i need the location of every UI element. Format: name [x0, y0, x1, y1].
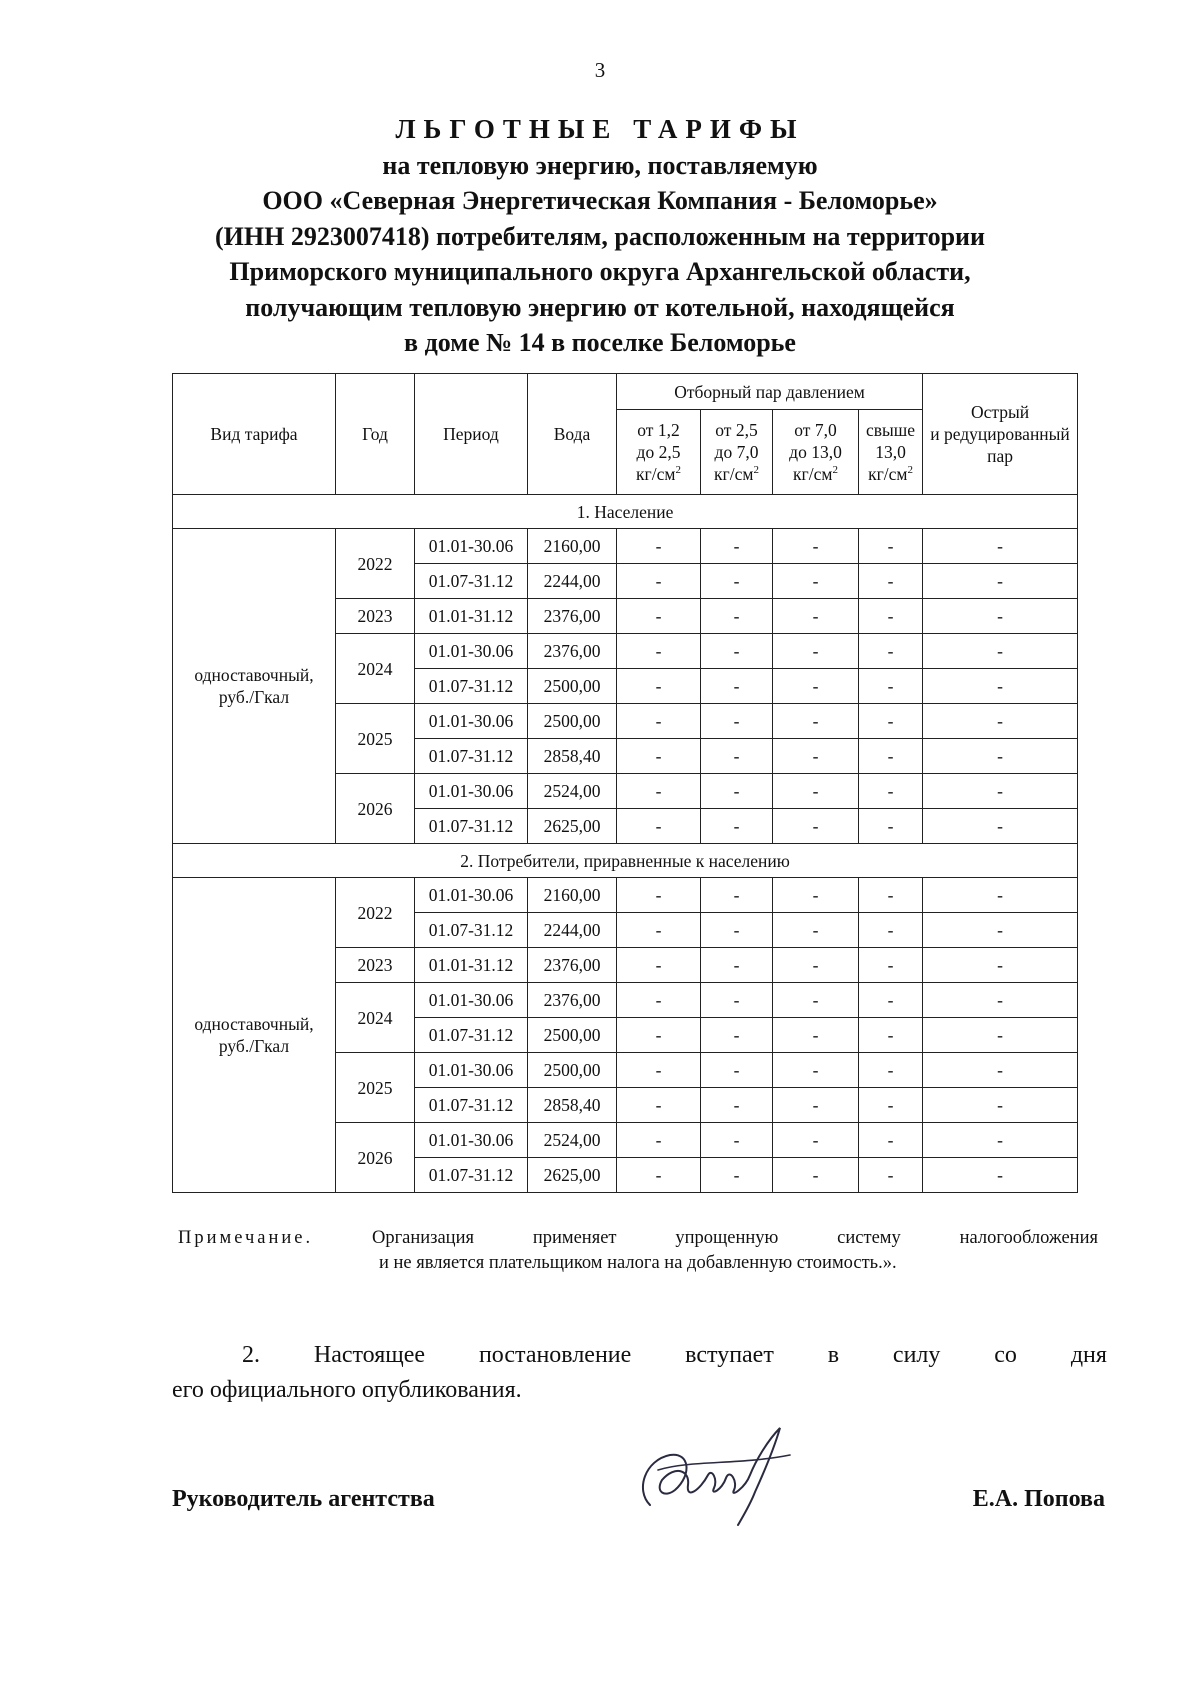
empty-value-cell: - [773, 739, 859, 774]
empty-value-cell: - [923, 809, 1078, 844]
header-steam-exponent: 2 [832, 464, 838, 477]
title-line: (ИНН 2923007418) потребителям, расположенным на территории [214, 221, 985, 251]
period-cell: 01.07-31.12 [415, 1088, 528, 1123]
period-cell: 01.01-30.06 [415, 529, 528, 564]
empty-value-cell: - [701, 739, 773, 774]
empty-value-cell: - [617, 1123, 701, 1158]
decree-line-2: его официального опубликования. [172, 1377, 522, 1403]
header-period: Период [415, 374, 528, 495]
empty-value-cell: - [923, 1158, 1078, 1193]
empty-value-cell: - [617, 1088, 701, 1123]
header-steam-4 [859, 410, 923, 495]
title-line: получающим тепловую энергию от котельной, находящейся [245, 292, 955, 322]
note-word: систему [837, 1228, 901, 1248]
table-body [173, 495, 1078, 1193]
tariff-type-line: руб./Гкал [218, 1036, 290, 1056]
empty-value-cell: - [773, 774, 859, 809]
tariff-type-cell [173, 878, 336, 1193]
empty-value-cell: - [773, 704, 859, 739]
table-row [173, 529, 1078, 564]
empty-value-cell: - [923, 878, 1078, 913]
empty-value-cell: - [701, 913, 773, 948]
tariff-type-line: одноставочный, [194, 665, 314, 685]
section-row [173, 844, 1078, 878]
note-word: налогообложения [959, 1228, 1098, 1248]
header-steam-line: до 13,0 [789, 442, 842, 462]
header-steam-line: от 2,5 [715, 420, 758, 440]
empty-value-cell: - [859, 634, 923, 669]
empty-value-cell: - [617, 948, 701, 983]
table-row [173, 878, 1078, 913]
empty-value-cell: - [859, 983, 923, 1018]
header-tariff-type: Вид тарифа [173, 374, 336, 495]
empty-value-cell: - [701, 704, 773, 739]
section-row [173, 495, 1078, 529]
water-cell: 2160,00 [528, 529, 617, 564]
title-line: на тепловую энергию, поставляемую [382, 150, 818, 180]
empty-value-cell: - [773, 1123, 859, 1158]
empty-value-cell: - [859, 739, 923, 774]
period-cell: 01.07-31.12 [415, 809, 528, 844]
water-cell: 2160,00 [528, 878, 617, 913]
decree-word: со [994, 1342, 1017, 1368]
title-line: в доме № 14 в поселке Беломорье [404, 328, 796, 357]
period-cell: 01.01-30.06 [415, 774, 528, 809]
title-line: Приморского муниципального округа Архангельской области, [229, 257, 971, 286]
empty-value-cell: - [701, 1018, 773, 1053]
water-cell: 2858,40 [528, 1088, 617, 1123]
empty-value-cell: - [617, 669, 701, 704]
empty-value-cell: - [923, 739, 1078, 774]
header-steam-line: от 7,0 [794, 420, 837, 440]
empty-value-cell: - [923, 529, 1078, 564]
note-word: применяет [532, 1228, 617, 1248]
empty-value-cell: - [773, 599, 859, 634]
empty-value-cell: - [859, 774, 923, 809]
empty-value-cell: - [859, 878, 923, 913]
section-title: 1. Население [173, 495, 1078, 529]
header-steam-unit: кг/см [636, 464, 676, 484]
header-steam-exponent: 2 [675, 464, 681, 477]
empty-value-cell: - [701, 774, 773, 809]
empty-value-cell: - [923, 599, 1078, 634]
signatory-title: Руководитель агентства [172, 1486, 435, 1512]
empty-value-cell: - [923, 1123, 1078, 1158]
decree-paragraph [172, 1338, 1107, 1408]
empty-value-cell: - [773, 634, 859, 669]
signatory-name: Е.А. Попова [972, 1486, 1105, 1512]
empty-value-cell: - [923, 1088, 1078, 1123]
empty-value-cell: - [617, 983, 701, 1018]
empty-value-cell: - [859, 809, 923, 844]
year-cell: 2025 [336, 704, 415, 774]
empty-value-cell: - [923, 704, 1078, 739]
empty-value-cell: - [923, 1053, 1078, 1088]
empty-value-cell: - [617, 599, 701, 634]
note-label: Примечание. [178, 1228, 314, 1248]
header-steam-group: Отборный пар давлением [617, 374, 923, 410]
handwritten-signature [630, 1420, 800, 1530]
empty-value-cell: - [701, 1053, 773, 1088]
empty-value-cell: - [859, 1018, 923, 1053]
water-cell: 2376,00 [528, 599, 617, 634]
empty-value-cell: - [859, 1088, 923, 1123]
decree-word: силу [892, 1342, 941, 1368]
decree-word: 2. [242, 1342, 260, 1368]
water-cell: 2376,00 [528, 634, 617, 669]
empty-value-cell: - [773, 983, 859, 1018]
decree-word: Настоящее [313, 1342, 426, 1368]
year-cell: 2023 [336, 599, 415, 634]
decree-word: дня [1070, 1342, 1107, 1368]
year-cell: 2024 [336, 983, 415, 1053]
empty-value-cell: - [617, 1053, 701, 1088]
header-steam-unit: кг/см [714, 464, 754, 484]
empty-value-cell: - [923, 634, 1078, 669]
note-line-2: и не является плательщиком налога на добавленную стоимость.». [379, 1253, 897, 1273]
empty-value-cell: - [859, 913, 923, 948]
empty-value-cell: - [617, 1018, 701, 1053]
page-number: 3 [594, 58, 606, 82]
water-cell: 2625,00 [528, 1158, 617, 1193]
header-water: Вода [528, 374, 617, 495]
decree-word: вступает [685, 1342, 774, 1368]
header-year: Год [336, 374, 415, 495]
empty-value-cell: - [859, 599, 923, 634]
header-steam-line: до 2,5 [636, 442, 681, 462]
empty-value-cell: - [617, 913, 701, 948]
period-cell: 01.07-31.12 [415, 1018, 528, 1053]
empty-value-cell: - [701, 878, 773, 913]
tariff-type-line: одноставочный, [194, 1014, 314, 1034]
year-cell: 2025 [336, 1053, 415, 1123]
empty-value-cell: - [773, 529, 859, 564]
decree-word: в [827, 1342, 840, 1368]
empty-value-cell: - [859, 1123, 923, 1158]
header-steam-exponent: 2 [907, 464, 913, 477]
year-cell: 2026 [336, 774, 415, 844]
period-cell: 01.07-31.12 [415, 913, 528, 948]
note-word: Организация [371, 1228, 474, 1248]
empty-value-cell: - [859, 1158, 923, 1193]
empty-value-cell: - [923, 983, 1078, 1018]
header-steam-line: до 7,0 [714, 442, 759, 462]
water-cell: 2244,00 [528, 564, 617, 599]
empty-value-cell: - [773, 809, 859, 844]
year-cell: 2023 [336, 948, 415, 983]
empty-value-cell: - [617, 704, 701, 739]
empty-value-cell: - [859, 704, 923, 739]
decree-word: постановление [478, 1342, 632, 1368]
empty-value-cell: - [617, 529, 701, 564]
empty-value-cell: - [773, 669, 859, 704]
header-steam-line: 13,0 [875, 442, 906, 462]
header-steam-exponent: 2 [753, 464, 759, 477]
empty-value-cell: - [701, 564, 773, 599]
empty-value-cell: - [617, 634, 701, 669]
year-cell: 2024 [336, 634, 415, 704]
water-cell: 2524,00 [528, 1123, 617, 1158]
empty-value-cell: - [923, 564, 1078, 599]
empty-value-cell: - [701, 1088, 773, 1123]
empty-value-cell: - [923, 1018, 1078, 1053]
period-cell: 01.01-30.06 [415, 878, 528, 913]
header-sharp-line: Острый [970, 402, 1030, 422]
empty-value-cell: - [617, 1158, 701, 1193]
empty-value-cell: - [773, 948, 859, 983]
note [178, 1226, 1098, 1276]
water-cell: 2625,00 [528, 809, 617, 844]
tariff-type-cell [173, 529, 336, 844]
empty-value-cell: - [773, 1018, 859, 1053]
empty-value-cell: - [617, 739, 701, 774]
empty-value-cell: - [859, 669, 923, 704]
empty-value-cell: - [701, 948, 773, 983]
period-cell: 01.01-31.12 [415, 948, 528, 983]
tariff-type-line: руб./Гкал [218, 687, 290, 707]
header-steam-line: свыше [866, 420, 916, 440]
title-main: ЛЬГОТНЫЕ ТАРИФЫ [395, 114, 805, 144]
empty-value-cell: - [617, 878, 701, 913]
year-cell: 2026 [336, 1123, 415, 1193]
header-steam-1 [617, 410, 701, 495]
decree-line-1 [172, 1338, 1107, 1373]
empty-value-cell: - [701, 599, 773, 634]
period-cell: 01.07-31.12 [415, 564, 528, 599]
header-sharp-line: и редуцированный [930, 424, 1070, 444]
header-sharp-line: пар [987, 446, 1013, 466]
note-line-1 [178, 1226, 1098, 1251]
year-cell: 2022 [336, 529, 415, 599]
water-cell: 2376,00 [528, 948, 617, 983]
water-cell: 2858,40 [528, 739, 617, 774]
water-cell: 2244,00 [528, 913, 617, 948]
period-cell: 01.01-30.06 [415, 983, 528, 1018]
empty-value-cell: - [859, 948, 923, 983]
water-cell: 2500,00 [528, 1018, 617, 1053]
empty-value-cell: - [701, 1123, 773, 1158]
empty-value-cell: - [701, 669, 773, 704]
empty-value-cell: - [923, 774, 1078, 809]
empty-value-cell: - [617, 564, 701, 599]
empty-value-cell: - [617, 774, 701, 809]
empty-value-cell: - [773, 1053, 859, 1088]
header-steam-3 [773, 410, 859, 495]
section-title: 2. Потребители, приравненные к населению [173, 844, 1078, 878]
header-steam-line: от 1,2 [637, 420, 680, 440]
period-cell: 01.01-30.06 [415, 1053, 528, 1088]
empty-value-cell: - [773, 878, 859, 913]
tariff-table [172, 373, 1078, 1193]
document-title [100, 112, 1100, 361]
empty-value-cell: - [773, 1088, 859, 1123]
water-cell: 2500,00 [528, 1053, 617, 1088]
empty-value-cell: - [773, 1158, 859, 1193]
empty-value-cell: - [923, 669, 1078, 704]
water-cell: 2500,00 [528, 704, 617, 739]
header-sharp-steam [923, 374, 1078, 495]
empty-value-cell: - [773, 564, 859, 599]
empty-value-cell: - [923, 913, 1078, 948]
water-cell: 2376,00 [528, 983, 617, 1018]
note-word: упрощенную [675, 1228, 779, 1248]
empty-value-cell: - [701, 983, 773, 1018]
period-cell: 01.01-30.06 [415, 634, 528, 669]
header-steam-unit: кг/см [793, 464, 833, 484]
empty-value-cell: - [773, 913, 859, 948]
period-cell: 01.01-31.12 [415, 599, 528, 634]
header-steam-2 [701, 410, 773, 495]
header-steam-unit: кг/см [868, 464, 908, 484]
empty-value-cell: - [701, 634, 773, 669]
period-cell: 01.07-31.12 [415, 739, 528, 774]
empty-value-cell: - [617, 809, 701, 844]
period-cell: 01.01-30.06 [415, 1123, 528, 1158]
empty-value-cell: - [859, 529, 923, 564]
empty-value-cell: - [701, 809, 773, 844]
period-cell: 01.07-31.12 [415, 1158, 528, 1193]
empty-value-cell: - [859, 564, 923, 599]
empty-value-cell: - [923, 948, 1078, 983]
empty-value-cell: - [701, 529, 773, 564]
title-line: ООО «Северная Энергетическая Компания - Беломорье» [262, 186, 938, 215]
period-cell: 01.07-31.12 [415, 669, 528, 704]
water-cell: 2524,00 [528, 774, 617, 809]
period-cell: 01.01-30.06 [415, 704, 528, 739]
empty-value-cell: - [859, 1053, 923, 1088]
empty-value-cell: - [701, 1158, 773, 1193]
year-cell: 2022 [336, 878, 415, 948]
water-cell: 2500,00 [528, 669, 617, 704]
